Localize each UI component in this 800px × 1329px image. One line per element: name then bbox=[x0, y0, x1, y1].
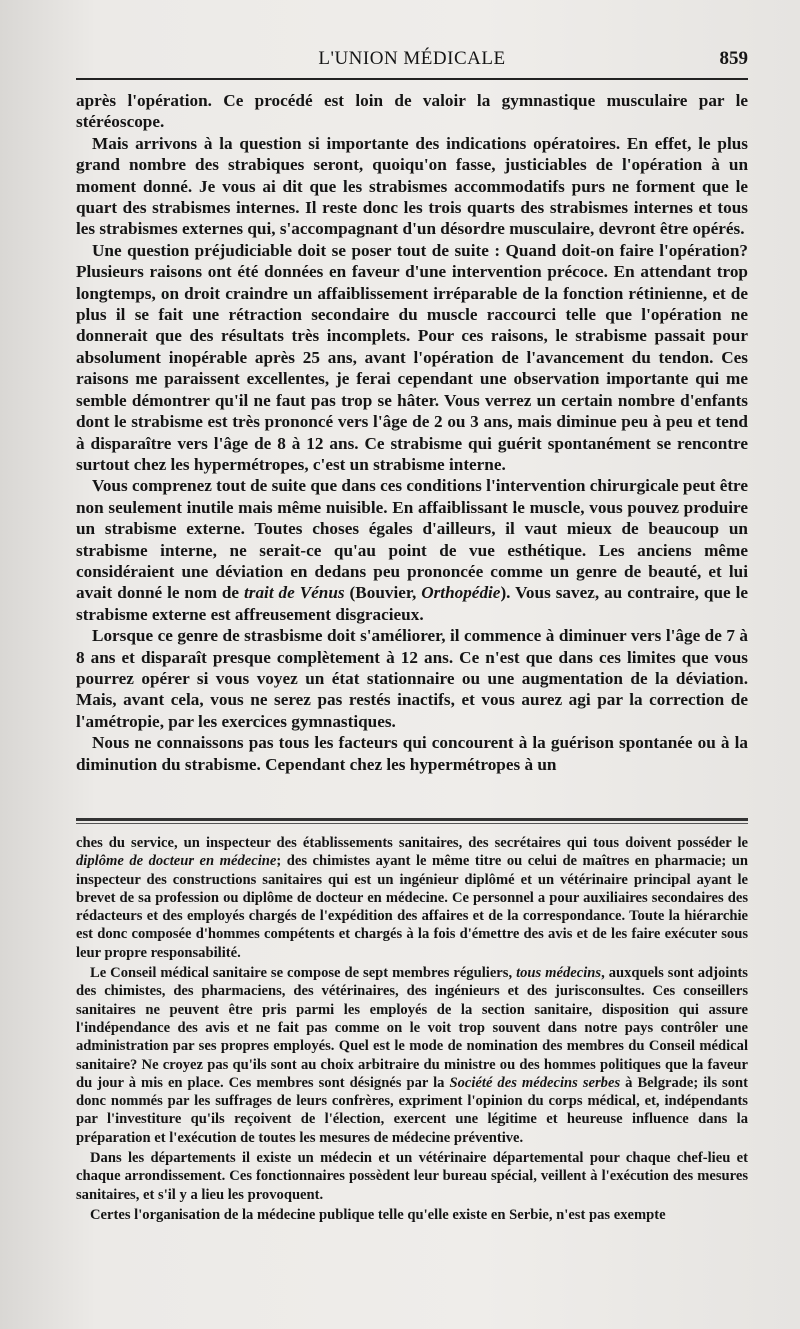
page-header bbox=[76, 44, 748, 74]
body-paragraph bbox=[76, 625, 748, 732]
text-span: (Bouvier, bbox=[344, 583, 422, 603]
text-span: Nous ne connaissons pas tous les facteurs qui concourent à la guérison spontanée ou à la diminution du strabisme. Cependant chez les hypermétropes à un bbox=[76, 733, 748, 774]
running-title: L'UNION MÉDICALE bbox=[318, 48, 506, 69]
body-paragraph bbox=[76, 90, 748, 133]
text-span: Certes l'organisation de la médecine publique telle qu'elle existe en Serbie, n'est pas exempte bbox=[90, 1206, 666, 1223]
text-span: après l'opération. Ce procédé est loin de valoir la gymnastique musculaire par le stéréoscope. bbox=[76, 91, 748, 132]
italic-span: Société des médecins serbes bbox=[449, 1074, 621, 1091]
footnote-paragraph bbox=[76, 964, 748, 1147]
body-paragraph bbox=[76, 240, 748, 475]
footnote-paragraph bbox=[76, 834, 748, 962]
body-paragraph bbox=[76, 732, 748, 775]
header-rule bbox=[76, 78, 748, 80]
footnote-separator-thin bbox=[76, 823, 748, 824]
footnote-paragraph bbox=[76, 1149, 748, 1204]
text-span: Dans les départements il existe un médecin et un vétérinaire départemental pour chaque chef-lieu et chaque arrondissement. Ces fonctionnaires possèdent leur bureau spécial, veillent à l'exécution des mesures sanitaires, et s'il y a lieu les provoquent. bbox=[76, 1150, 748, 1203]
text-span: Vous comprenez tout de suite que dans ces conditions l'intervention chirurgicale peut être non seulement inutile mais même nuisible. En affaiblissant le muscle, vous pouvez produire un strabisme externe. Toutes choses égales d'ailleurs, il vaut mieux de beaucoup un strabisme interne, ne serait-ce qu'au point de vue esthétique. Les anciens même considéraient une déviation en dedans peu prononcée comme un genre de beauté, et lui avait donné le nom de bbox=[76, 476, 748, 603]
text-span: ches du service, un inspecteur des établissements sanitaires, des secrétaires qui tous doivent posséder le bbox=[76, 835, 748, 851]
text-span: ; des chimistes ayant le même titre ou celui de maîtres en pharmacie; un inspecteur des constructions sanitaires qui est un ingénieur diplômé et un vétérinaire principal ayant le brevet de sa profession ou diplôme de docteur en médecine. Ce personnel a pour auxiliaires secondaires des rédacteurs et des employés chargés de l'expédition des affaires et de la correspondance. Toute la hiérarchie est donc composée d'hommes compétents et chargés à la fois d'émettre des avis et de les faire exécuter sous leur propre responsabilité. bbox=[76, 853, 748, 961]
main-text bbox=[76, 90, 748, 775]
italic-span: diplôme de docteur en médecine bbox=[76, 853, 277, 870]
text-span: Le Conseil médical sanitaire se compose de sept membres réguliers, bbox=[90, 965, 517, 982]
body-paragraph bbox=[76, 475, 748, 625]
italic-span: tous médecins bbox=[516, 965, 602, 982]
footnote-paragraph bbox=[76, 1206, 748, 1224]
italic-span: Orthopédie bbox=[421, 583, 501, 603]
footnote-separator-thick bbox=[76, 818, 748, 821]
text-span: à Belgrade; ils sont donc nommés par les suffrages de leurs confrères, expriment l'opinion du corps médical, et, indépendants par l'investiture qu'ils reçoivent de l'élection, exercent une légitime et heureuse influence dans la préparation et l'exécution de toutes les mesures de médecine préventive. bbox=[76, 1074, 748, 1146]
text-span: Lorsque ce genre de strasbisme doit s'améliorer, il commence à diminuer vers l'âge de 7 à 8 ans et disparaît presque complètement à 12 ans. Ce n'est que dans ces limites que vous pourrez opérer si vous voyez un état stationnaire ou une augmentation de la déviation. Mais, avant cela, vous ne serez pas restés inactifs, et vous aurez agi par la correction de l'amétropie, par les exercices gymnastiques. bbox=[76, 626, 748, 731]
page-number: 859 bbox=[719, 48, 748, 69]
body-paragraph bbox=[76, 133, 748, 240]
italic-span: trait de Vénus bbox=[243, 583, 345, 603]
text-span: Mais arrivons à la question si importante des indications opératoires. En effet, le plus grand nombre des strabiques seront, quoiqu'on fasse, justiciables de l'opération à un moment donné. Je vous ai dit que les strabismes accommodatifs purs ne forment que le quart des strabismes internes. Il reste donc les trois quarts des strabismes internes et tous les strabismes externes qui, s'accompagnant d'un désordre musculaire, devront être opérés. bbox=[76, 133, 748, 239]
footnote-text bbox=[76, 834, 748, 1226]
text-span: Une question préjudiciable doit se poser tout de suite : Quand doit-on faire l'opération? Plusieurs raisons ont été données en faveur d'une intervention précoce. En attendant trop longtemps, on droit craindre un affaiblissement irréparable de la fonction rétinienne, et de plus il se fait une rétraction secondaire du muscle raccourci telle que l'opération ne donnerait que des résultats très incomplets. Pour ces raisons, le strabisme passait pour absolument inopérable après 25 ans, avant l'opération de l'avancement du tendon. Ces raisons me paraissent excellentes, je ferai cependant une observation importante qui me semble démontrer qu'il ne faut pas trop se hâter. Vous verrez un certain nombre d'enfants dont le strabisme est très prononcé vers l'âge de 2 ou 3 ans, mais diminue peu à peu et tend à disparaître vers l'âge de 8 à 12 ans. Ce strabisme qui guérit spontanément se rencontre surtout chez les hypermétropes, c'est un strabisme interne. bbox=[76, 240, 748, 474]
text-span: ). Vous savez, au contraire, que le strabisme externe est affreusement disgracieux. bbox=[76, 583, 748, 624]
text-span: , auxquels sont adjoints des chimistes, des pharmaciens, des vétérinaires, des ingénieurs et des jurisconsultes. Ces conseillers sanitaires ne peuvent être pris parmi les employés de la section sanitaire, disposition qui assure l'indépendance des avis et ne fait pas comme on le voit trop souvent dans notre pays contrôler une administration par ses propres employés. Quel est le mode de nomination des membres du Conseil médical sanitaire? Ne croyez pas qu'ils sont au choix arbitraire du ministre ou des hommes politiques que la faveur du jour à mis en place. Ces membres sont désignés par la bbox=[76, 965, 748, 1091]
